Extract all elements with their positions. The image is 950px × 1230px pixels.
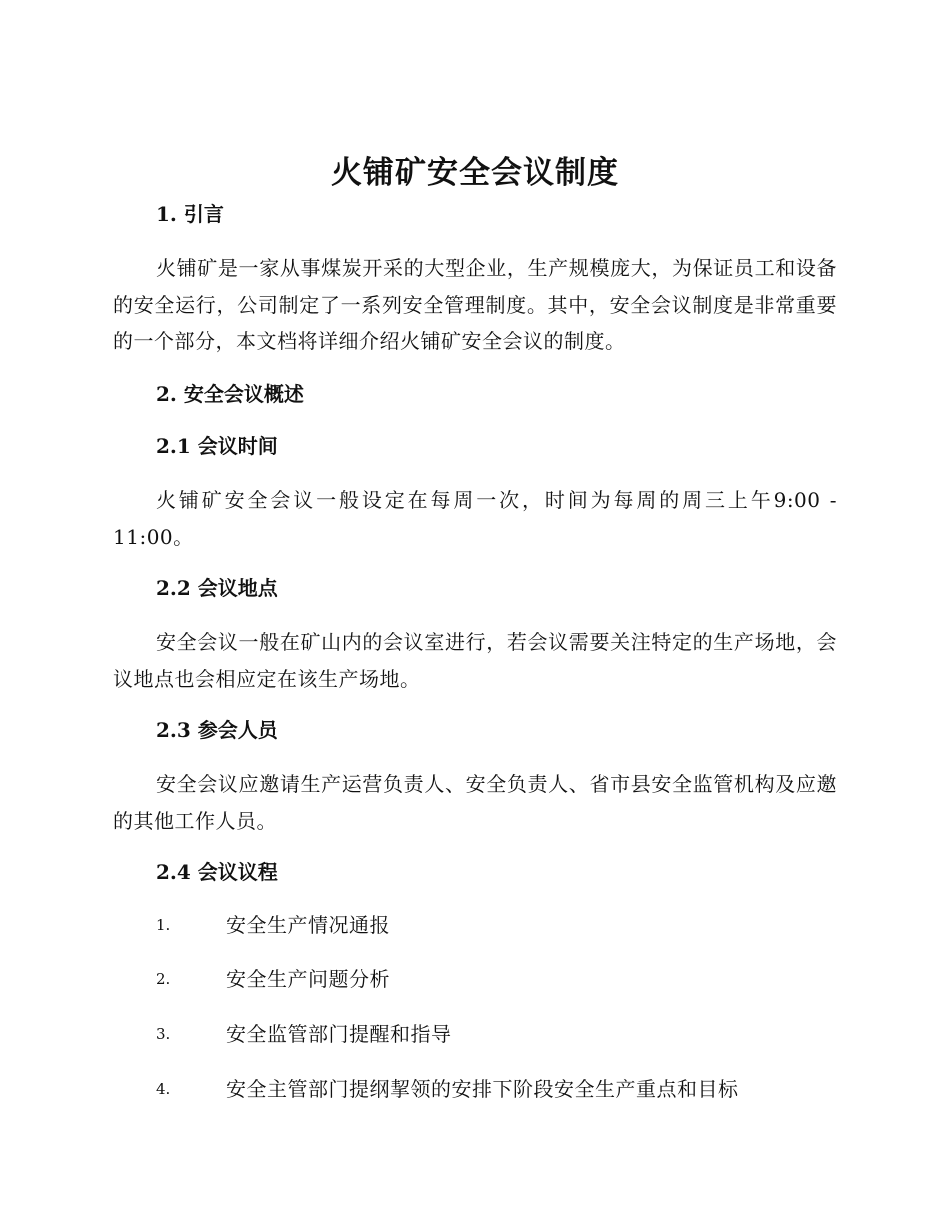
agenda-item-number: 3. — [156, 1025, 171, 1043]
section-heading-introduction: 1. 引言 — [156, 202, 224, 226]
introduction-paragraph: 火铺矿是一家从事煤炭开采的大型企业，生产规模庞大，为保证员工和设备的安全运行，公司制定了一系列安全管理制度。其中，安全会议制度是非常重要的一个部分，本文档将详细介绍火铺矿安全会议的制度。 — [113, 256, 837, 353]
agenda-item-text: 安全生产情况通报 — [226, 913, 390, 937]
attendees-paragraph: 安全会议应邀请生产运营负责人、安全负责人、省市县安全监管机构及应邀的其他工作人员。 — [113, 772, 837, 833]
agenda-item-number: 1. — [156, 916, 171, 934]
agenda-item-text: 安全生产问题分析 — [226, 967, 390, 991]
document-title: 火铺矿安全会议制度 — [331, 155, 619, 191]
section-heading-agenda: 2.4 会议议程 — [156, 860, 278, 884]
meeting-location-paragraph: 安全会议一般在矿山内的会议室进行，若会议需要关注特定的生产场地，会议地点也会相应定在该生产场地。 — [113, 630, 837, 691]
agenda-list-item — [156, 1074, 739, 1104]
section-heading-meeting-time: 2.1 会议时间 — [156, 434, 278, 458]
meeting-time-paragraph: 火铺矿安全会议一般设定在每周一次，时间为每周的周三上午9:00 - 11:00。 — [113, 488, 837, 549]
agenda-item-text: 安全主管部门提纲挈领的安排下阶段安全生产重点和目标 — [226, 1077, 739, 1101]
agenda-item-number: 2. — [156, 970, 171, 988]
agenda-item-number: 4. — [156, 1080, 171, 1098]
section-heading-meeting-location: 2.2 会议地点 — [156, 576, 278, 600]
agenda-list-item — [156, 964, 390, 994]
agenda-list-item — [156, 910, 390, 940]
section-heading-attendees: 2.3 参会人员 — [156, 718, 278, 742]
agenda-list-item — [156, 1019, 452, 1049]
agenda-item-text: 安全监管部门提醒和指导 — [226, 1022, 452, 1046]
section-heading-overview: 2. 安全会议概述 — [156, 382, 304, 406]
